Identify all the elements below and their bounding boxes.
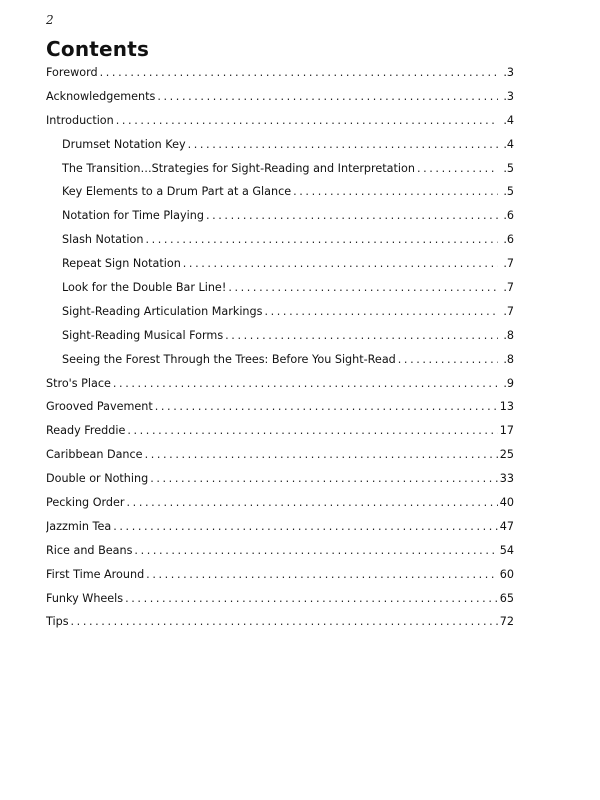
dot-leader — [127, 496, 498, 509]
dot-leader — [188, 138, 498, 151]
contents-title: Contents — [46, 37, 150, 61]
toc-entry[interactable] — [46, 592, 514, 616]
toc-subentry[interactable] — [46, 281, 514, 305]
toc-entry-label: Seeing the Forest Through the Trees: Before You Sight-Read — [62, 352, 396, 366]
toc-entry-label: Drumset Notation Key — [62, 137, 186, 151]
toc-entry-label: Tips — [46, 615, 69, 629]
dot-leader — [125, 592, 498, 605]
toc-subentry[interactable] — [46, 138, 514, 162]
toc-entry[interactable] — [46, 377, 514, 401]
toc-entry-page: .4 — [503, 113, 514, 127]
toc-entry-page: .8 — [503, 328, 514, 342]
table-of-contents — [46, 66, 514, 639]
toc-entry-label: Acknowledgements — [46, 89, 156, 103]
toc-entry-page: 17 — [499, 424, 514, 438]
dot-leader — [150, 472, 498, 485]
toc-subentry[interactable] — [46, 329, 514, 353]
dot-leader — [398, 353, 498, 366]
toc-entry-label: Sight-Reading Articulation Markings — [62, 304, 263, 318]
toc-entry-page: .8 — [503, 352, 514, 366]
toc-entry-page: .7 — [503, 257, 514, 271]
toc-entry[interactable] — [46, 90, 514, 114]
toc-subentry[interactable] — [46, 305, 514, 329]
toc-subentry[interactable] — [46, 233, 514, 257]
toc-subentry[interactable] — [46, 162, 514, 186]
toc-subentry[interactable] — [46, 185, 514, 209]
toc-entry-page: 25 — [499, 448, 514, 462]
dot-leader — [157, 90, 498, 103]
toc-entry[interactable] — [46, 496, 514, 520]
toc-entry[interactable] — [46, 424, 514, 448]
dot-leader — [134, 544, 497, 557]
toc-entry[interactable] — [46, 66, 514, 90]
toc-entry-page: 60 — [499, 567, 514, 581]
dot-leader — [417, 162, 498, 175]
toc-entry-label: Stro's Place — [46, 376, 111, 390]
toc-entry-label: Caribbean Dance — [46, 448, 143, 462]
dot-leader — [183, 257, 498, 270]
dot-leader — [228, 281, 498, 294]
page-number: 2 — [46, 13, 54, 27]
toc-entry-page: 54 — [499, 543, 514, 557]
toc-entry-page: .5 — [503, 185, 514, 199]
toc-entry-label: Key Elements to a Drum Part at a Glance — [62, 185, 292, 199]
toc-entry-label: Jazzmin Tea — [46, 519, 112, 533]
dot-leader — [264, 305, 498, 318]
toc-entry-page: .5 — [503, 161, 514, 175]
dot-leader — [71, 615, 498, 628]
toc-entry-label: Sight-Reading Musical Forms — [62, 328, 224, 342]
toc-entry-label: Introduction — [46, 113, 114, 127]
toc-entry[interactable] — [46, 520, 514, 544]
toc-entry-page: .6 — [503, 209, 514, 223]
toc-entry[interactable] — [46, 472, 514, 496]
toc-entry-label: Pecking Order — [46, 496, 125, 510]
toc-entry-page: 33 — [499, 472, 514, 486]
dot-leader — [127, 424, 497, 437]
toc-entry-page: .9 — [503, 376, 514, 390]
toc-entry-page: 40 — [499, 496, 514, 510]
toc-entry-page: 47 — [499, 519, 514, 533]
toc-entry-label: First Time Around — [46, 567, 145, 581]
dot-leader — [116, 114, 498, 127]
toc-entry-page: .3 — [503, 89, 514, 103]
toc-entry-page: .4 — [503, 137, 514, 151]
toc-entry[interactable] — [46, 114, 514, 138]
toc-subentry[interactable] — [46, 257, 514, 281]
toc-entry-label: Foreword — [46, 66, 98, 79]
toc-entry-label: Slash Notation — [62, 233, 144, 247]
toc-subentry[interactable] — [46, 209, 514, 233]
toc-entry-page: 65 — [499, 591, 514, 605]
toc-entry-page: 72 — [499, 615, 514, 629]
toc-entry-page: .6 — [503, 233, 514, 247]
toc-entry-label: Notation for Time Playing — [62, 209, 204, 223]
toc-entry[interactable] — [46, 615, 514, 639]
dot-leader — [145, 233, 498, 246]
toc-entry-label: Funky Wheels — [46, 591, 124, 605]
toc-entry-page: .3 — [503, 66, 514, 79]
toc-entry-label: Repeat Sign Notation — [62, 257, 181, 271]
dot-leader — [206, 209, 498, 222]
toc-entry-page: .7 — [503, 304, 514, 318]
toc-entry[interactable] — [46, 448, 514, 472]
toc-entry-label: Double or Nothing — [46, 472, 149, 486]
dot-leader — [145, 448, 498, 461]
toc-entry-label: Grooved Pavement — [46, 400, 153, 414]
dot-leader — [100, 66, 498, 79]
toc-entry[interactable] — [46, 544, 514, 568]
toc-entry-label: The Transition…Strategies for Sight-Reading and Interpretation — [62, 161, 415, 175]
toc-entry-label: Rice and Beans — [46, 543, 133, 557]
dot-leader — [293, 185, 498, 198]
dot-leader — [113, 520, 498, 533]
toc-entry-label: Ready Freddie — [46, 424, 126, 438]
toc-entry-page: .7 — [503, 281, 514, 295]
dot-leader — [155, 400, 498, 413]
toc-entry-page: 13 — [499, 400, 514, 414]
toc-entry[interactable] — [46, 400, 514, 424]
dot-leader — [146, 568, 498, 581]
dot-leader — [113, 377, 498, 390]
dot-leader — [225, 329, 498, 342]
toc-entry[interactable] — [46, 568, 514, 592]
toc-entry-label: Look for the Double Bar Line! — [62, 281, 227, 295]
toc-subentry[interactable] — [46, 353, 514, 377]
